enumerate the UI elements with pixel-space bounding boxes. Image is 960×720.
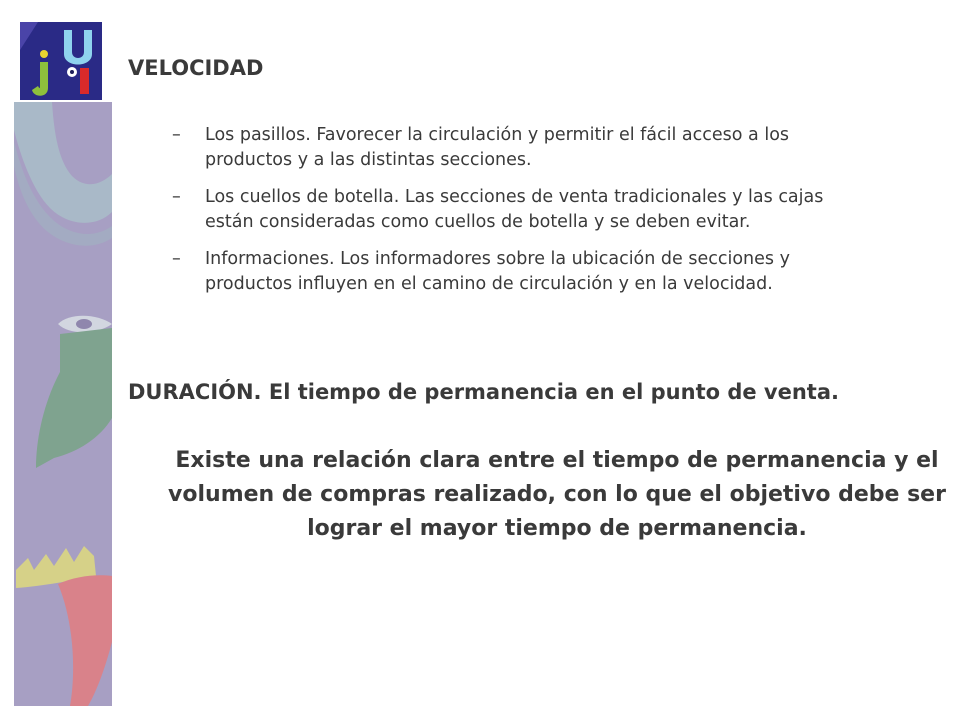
bullet-text-line: productos influyen en el camino de circulación y en la velocidad. xyxy=(205,274,773,294)
bullet-cuellos-de-botella xyxy=(172,185,960,235)
bullet-text-line: Los cuellos de botella. Las secciones de venta tradicionales y las cajas xyxy=(205,187,824,207)
bullet-informaciones xyxy=(172,247,960,297)
relacion-line: volumen de compras realizado, con lo que el objetivo debe ser xyxy=(168,482,946,507)
relacion-line: lograr el mayor tiempo de permanencia. xyxy=(307,516,807,541)
bullet-text-line: Informaciones. Los informadores sobre la ubicación de secciones y xyxy=(205,249,790,269)
velocidad-heading: VELOCIDAD xyxy=(128,56,264,80)
bullet-text-line: Los pasillos. Favorecer la circulación y permitir el fácil acceso a los xyxy=(205,125,790,145)
duracion-heading: DURACIÓN. El tiempo de permanencia en el punto de venta. xyxy=(128,380,839,404)
relacion-line: Existe una relación clara entre el tiempo de permanencia y el xyxy=(175,448,939,473)
institution-logo xyxy=(20,22,102,100)
decorative-side-strip xyxy=(14,102,112,706)
velocidad-bullet-list xyxy=(172,123,960,309)
bullet-dash: – xyxy=(172,125,181,145)
bullet-dash: – xyxy=(172,187,181,207)
bullet-pasillos xyxy=(172,123,960,173)
relacion-paragraph xyxy=(142,444,960,546)
bullet-dash: – xyxy=(172,249,181,269)
bullet-text-line: están consideradas como cuellos de botella y se deben evitar. xyxy=(205,212,751,232)
bullet-text-line: productos y a las distintas secciones. xyxy=(205,150,532,170)
